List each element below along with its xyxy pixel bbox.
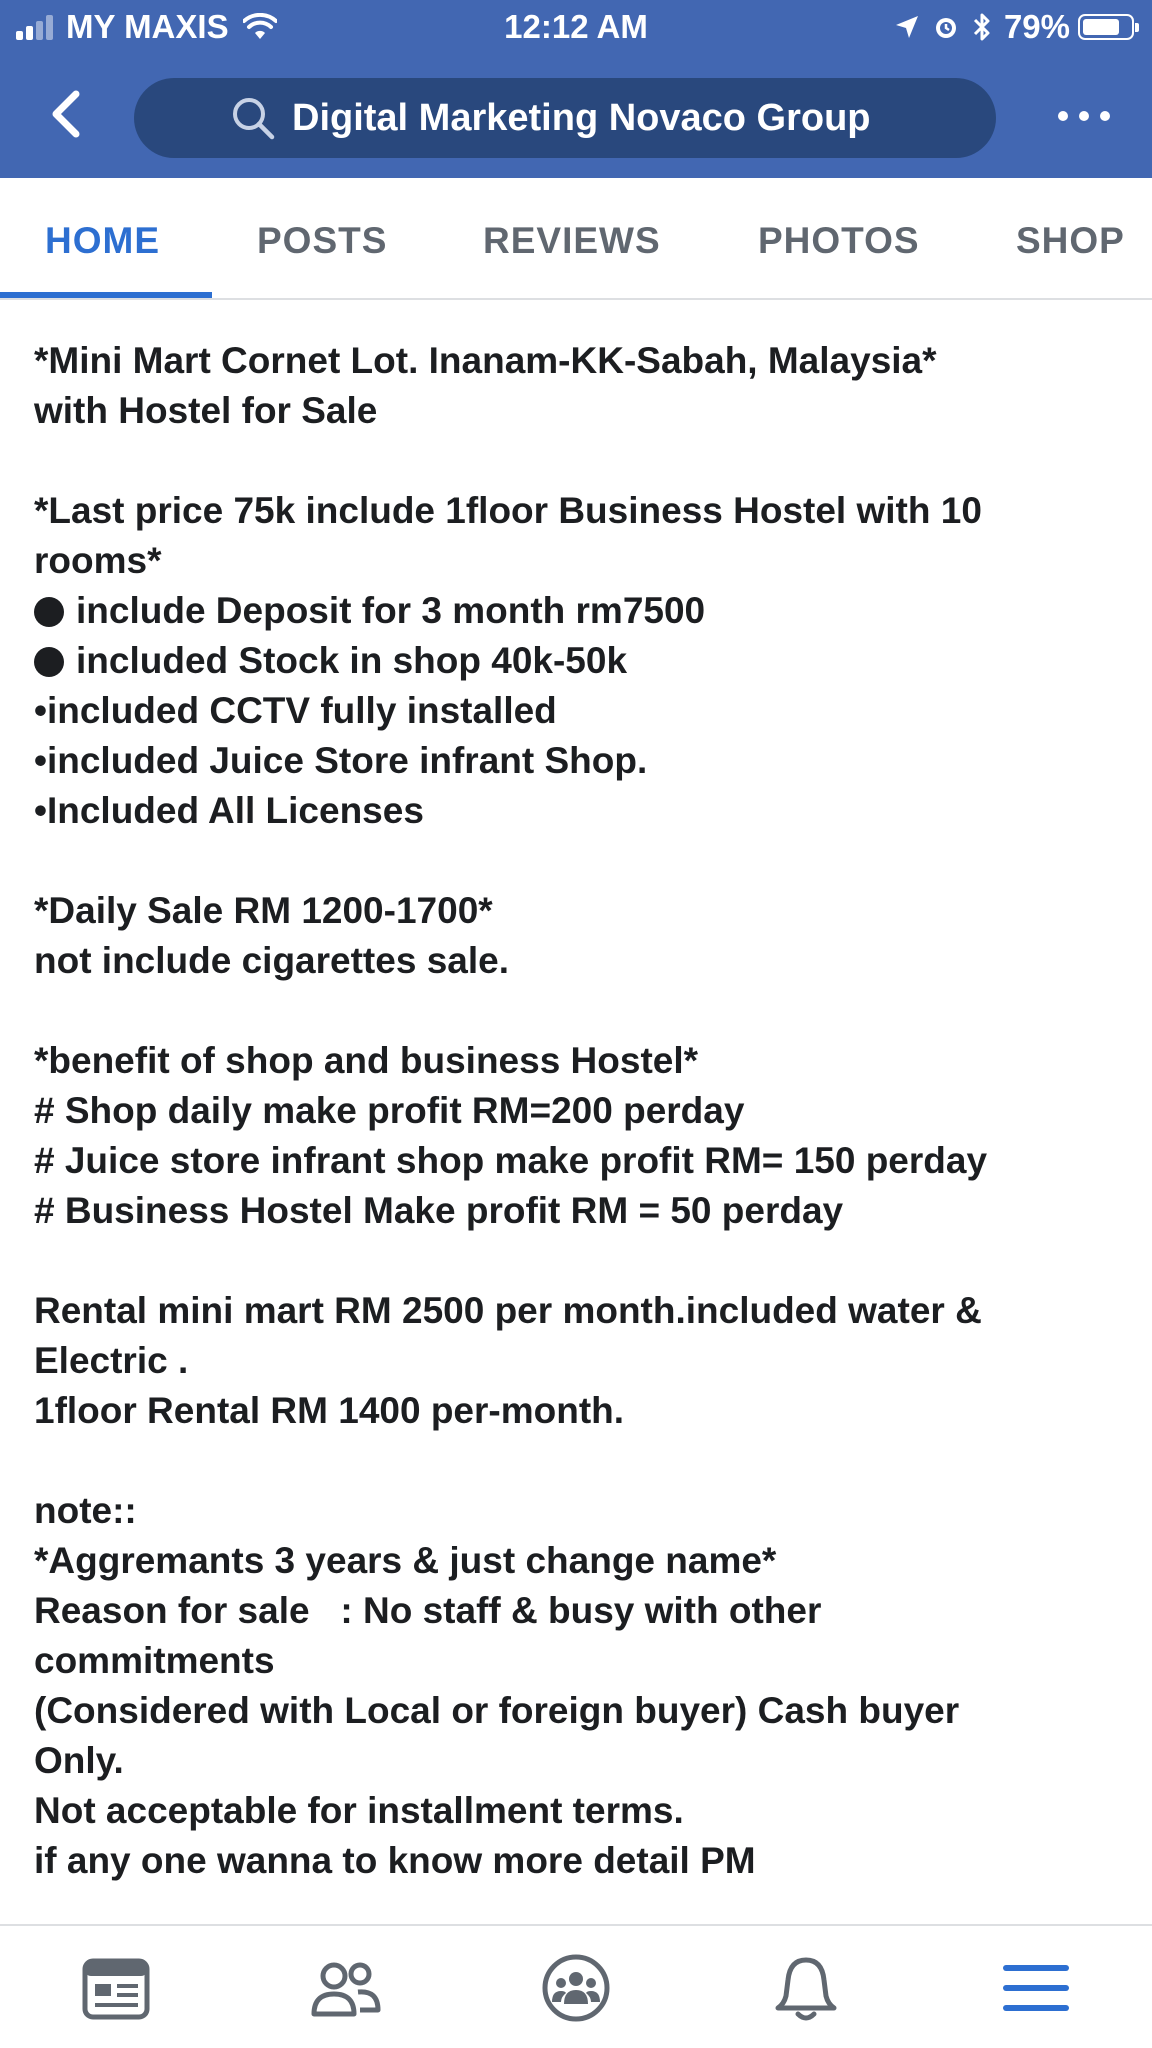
location-arrow-icon: [894, 14, 920, 40]
news-feed-icon[interactable]: [80, 1952, 152, 2024]
post-line: Not acceptable for installment terms.: [34, 1790, 684, 1831]
bullet-icon: [34, 597, 64, 627]
active-tab-indicator: [0, 292, 212, 298]
post-line: *Daily Sale RM 1200-1700*: [34, 890, 493, 931]
post-line: 1floor Rental RM 1400 per-month.: [34, 1390, 625, 1431]
post-line: *Last price 75k include 1floor Business Hostel with 10: [34, 490, 982, 531]
post-line: rooms*: [34, 540, 162, 581]
post-line-text: include Deposit for 3 month rm7500: [76, 590, 706, 631]
post-line: not include cigarettes sale.: [34, 940, 509, 981]
notifications-bell-icon[interactable]: [770, 1952, 842, 2024]
post-line: # Juice store infrant shop make profit RM= 150 perday: [34, 1140, 988, 1181]
battery-percentage: 79%: [1003, 8, 1070, 45]
dot-icon: [1079, 111, 1089, 121]
post-line-bullet: [34, 636, 1124, 686]
post-line: [34, 1436, 1124, 1486]
post-line: [34, 1236, 1124, 1286]
post-line: •included Juice Store infrant Shop.: [34, 740, 648, 781]
page-header: [0, 56, 1152, 178]
alarm-icon: [932, 13, 960, 41]
groups-icon[interactable]: [540, 1952, 612, 2024]
clock: 12:12 AM: [504, 8, 648, 45]
post-line: Electric .: [34, 1340, 189, 1381]
dot-icon: [1100, 111, 1110, 121]
bullet-icon: [34, 647, 64, 677]
back-button[interactable]: [42, 86, 92, 142]
page-tabs: [0, 178, 1152, 300]
post-line: •Included All Licenses: [34, 790, 424, 831]
more-options-button[interactable]: [1058, 96, 1110, 136]
tab-posts[interactable]: POSTS: [257, 220, 388, 261]
post-text: [34, 336, 1124, 1886]
dot-icon: [1058, 111, 1068, 121]
bluetooth-icon: [972, 12, 992, 42]
post-line: Only.: [34, 1740, 124, 1781]
post-line: if any one wanna to know more detail PM: [34, 1840, 756, 1881]
search-icon: [230, 95, 276, 141]
post-line: [34, 836, 1124, 886]
post-line: note::: [34, 1490, 137, 1531]
tab-home[interactable]: HOME: [45, 220, 160, 261]
menu-icon[interactable]: [1000, 1952, 1072, 2024]
post-line: [34, 436, 1124, 486]
post-line: *Aggremants 3 years & just change name*: [34, 1540, 777, 1581]
battery-icon: [1078, 14, 1134, 40]
post-line: [34, 986, 1124, 1036]
search-bar[interactable]: [134, 78, 996, 158]
post-line: •included CCTV fully installed: [34, 690, 557, 731]
search-query-text: Digital Marketing Novaco Group: [292, 96, 871, 139]
tab-shop[interactable]: SHOP: [1016, 220, 1125, 261]
friends-icon[interactable]: [310, 1952, 382, 2024]
post-line: (Considered with Local or foreign buyer) Cash buyer: [34, 1690, 960, 1731]
post-line-text: included Stock in shop 40k-50k: [76, 640, 628, 681]
post-line: # Business Hostel Make profit RM = 50 perday: [34, 1190, 844, 1231]
post-line: Reason for sale : No staff & busy with other: [34, 1590, 822, 1631]
post-line: Rental mini mart RM 2500 per month.included water &: [34, 1290, 982, 1331]
post-line: with Hostel for Sale: [34, 390, 378, 431]
carrier-name: MY MAXIS: [66, 8, 229, 45]
post-line: commitments: [34, 1640, 275, 1681]
bottom-navigation: [0, 1924, 1152, 2048]
post-line-bullet: [34, 586, 1124, 636]
post-line: *benefit of shop and business Hostel*: [34, 1040, 699, 1081]
post-line: *Mini Mart Cornet Lot. Inanam-KK-Sabah, Malaysia*: [34, 340, 937, 381]
tab-photos[interactable]: PHOTOS: [758, 220, 920, 261]
tab-reviews[interactable]: REVIEWS: [483, 220, 661, 261]
status-bar: [0, 0, 1152, 56]
post-line: # Shop daily make profit RM=200 perday: [34, 1090, 745, 1131]
